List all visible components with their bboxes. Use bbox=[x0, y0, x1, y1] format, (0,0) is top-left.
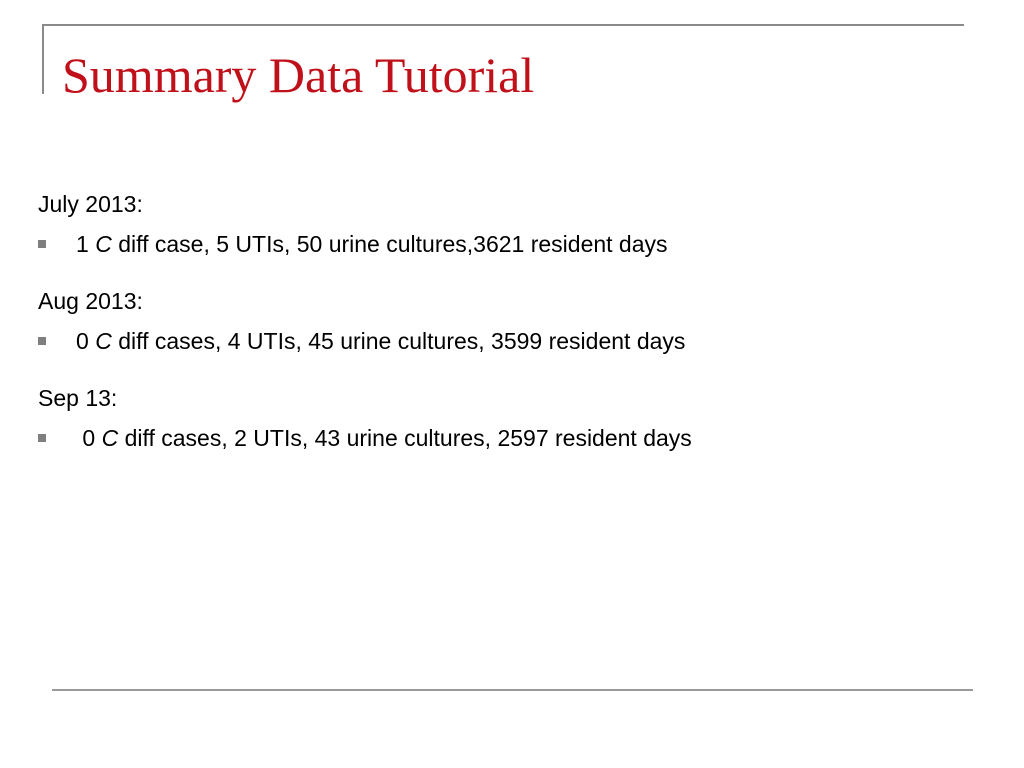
item-italic-term: C bbox=[95, 231, 112, 257]
bullet-item bbox=[38, 224, 988, 264]
bullet-item bbox=[38, 321, 988, 361]
footer-divider-line bbox=[52, 689, 973, 691]
section-heading: Aug 2013: bbox=[38, 288, 143, 314]
item-text: diff case, 5 UTIs, 50 urine cultures,3621 resident days bbox=[111, 231, 668, 257]
slide-title: Summary Data Tutorial bbox=[62, 47, 535, 103]
section-aug-2013 bbox=[38, 281, 988, 361]
frame-top-line bbox=[42, 24, 964, 26]
square-bullet-icon bbox=[38, 240, 46, 248]
square-bullet-icon bbox=[38, 337, 46, 345]
frame-left-line bbox=[42, 24, 44, 94]
item-prefix: 0 bbox=[76, 425, 102, 451]
section-heading: Sep 13: bbox=[38, 385, 118, 411]
square-bullet-icon bbox=[38, 434, 46, 442]
item-text: diff cases, 4 UTIs, 45 urine cultures, 3599 resident days bbox=[111, 328, 686, 354]
section-july-2013 bbox=[38, 184, 988, 264]
item-italic-term: C bbox=[95, 328, 112, 354]
item-prefix: 1 bbox=[76, 231, 96, 257]
slide-body bbox=[38, 184, 988, 458]
item-italic-term: C bbox=[101, 425, 119, 451]
section-sep-13 bbox=[38, 378, 988, 458]
section-heading: July 2013: bbox=[38, 191, 143, 217]
bullet-item bbox=[38, 418, 988, 458]
item-prefix: 0 bbox=[76, 328, 96, 354]
item-text: diff cases, 2 UTIs, 43 urine cultures, 2597 resident days bbox=[118, 425, 692, 451]
